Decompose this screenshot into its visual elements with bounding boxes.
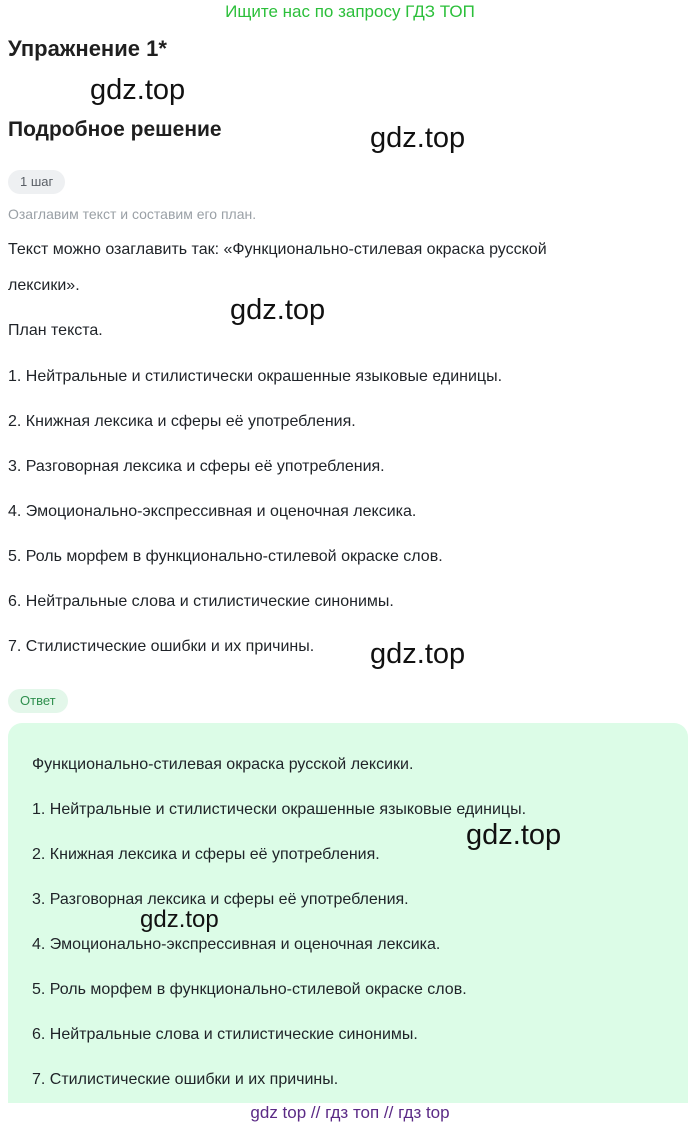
answer-item: 5. Роль морфем в функционально-стилевой окраске слов. (32, 981, 467, 998)
plan-item: 7. Стилистические ошибки и их причины. (8, 638, 315, 655)
answer-title: Функционально-стилевая окраска русской лексики. (32, 756, 414, 773)
watermark: gdz.top (140, 906, 219, 933)
answer-item: 4. Эмоционально-экспрессивная и оценочная лексика. (32, 936, 441, 953)
step-badge: 1 шаг (8, 170, 65, 194)
footer-watermark: gdz top // гдз топ // гдз top (250, 1103, 450, 1122)
watermark: gdz.top (466, 819, 562, 851)
plan-item: 2. Книжная лексика и сферы её употребления. (8, 413, 356, 430)
exercise-title: Упражнение 1* (8, 36, 167, 61)
plan-item: 6. Нейтральные слова и стилистические синонимы. (8, 593, 394, 610)
watermark: gdz.top (370, 638, 466, 670)
step-hint: Озаглавим текст и составим его план. (8, 206, 257, 222)
answer-item: 6. Нейтральные слова и стилистические синонимы. (32, 1026, 418, 1043)
plan-item: 4. Эмоционально-экспрессивная и оценочная лексика. (8, 503, 417, 520)
answer-item: 1. Нейтральные и стилистически окрашенные языковые единицы. (32, 801, 527, 818)
solution-title-line: лексики». (8, 277, 80, 294)
solution-title-line: Текст можно озаглавить так: «Функционально-стилевая окраска русской (8, 241, 547, 258)
answer-box (8, 723, 688, 1103)
solution-heading: Подробное решение (8, 118, 222, 141)
watermark: gdz.top (90, 74, 186, 106)
watermark: gdz.top (230, 294, 326, 326)
plan-label: План текста. (8, 322, 103, 339)
watermark: gdz.top (370, 122, 466, 154)
promo-link[interactable]: Ищите нас по запросу ГДЗ ТОП (225, 2, 475, 21)
answer-badge: Ответ (8, 689, 68, 713)
plan-item: 5. Роль морфем в функционально-стилевой окраске слов. (8, 548, 443, 565)
answer-item: 2. Книжная лексика и сферы её употребления. (32, 846, 380, 863)
answer-item: 7. Стилистические ошибки и их причины. (32, 1071, 339, 1088)
plan-item: 3. Разговорная лексика и сферы её употребления. (8, 458, 385, 475)
plan-item: 1. Нейтральные и стилистически окрашенные языковые единицы. (8, 368, 503, 385)
answer-item: 3. Разговорная лексика и сферы её употребления. (32, 891, 409, 908)
